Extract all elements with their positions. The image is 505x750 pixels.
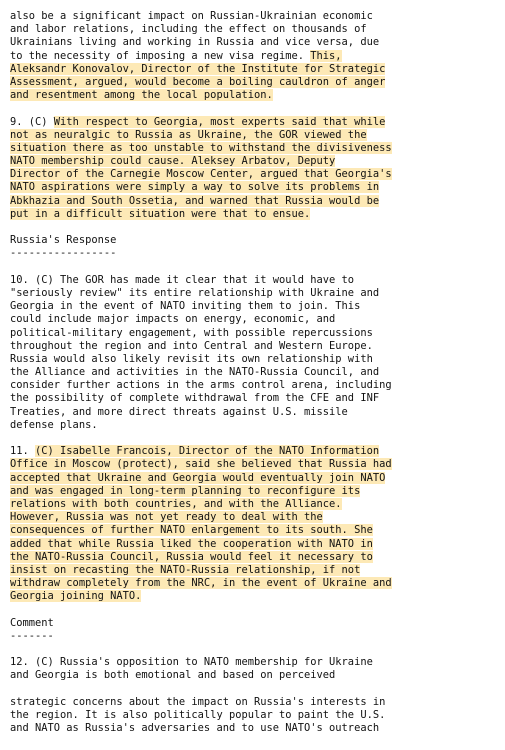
plain-text: consider further actions in the arms control arena, including [10,379,392,392]
highlighted-text: (C) Isabelle Francois, Director of the NATO Information [35,445,380,458]
highlighted-text: withdraw completely from the NRC, in the event of Ukraine and [10,577,392,590]
highlighted-text: NATO membership could cause. Aleksey Arbatov, Deputy [10,155,336,168]
highlighted-text: put in a difficult situation were that to ensue. [10,207,311,220]
plain-text: 11. [10,445,36,458]
text-line [10,709,505,722]
text-line [10,300,505,313]
text-line [10,538,505,551]
text-line [10,485,505,498]
plain-text: throughout the region and into Central and Western Europe. [10,339,373,352]
text-line [10,10,505,23]
highlighted-text: However, Russia was not yet ready to deal with the [10,511,323,524]
highlighted-text: insist on recasting the NATO-Russia relationship, if not [10,563,361,576]
highlighted-text: consequences of further NATO enlargement to its south. She [10,524,373,537]
highlighted-text: Assessment, argued, would become a boiling cauldron of anger [10,75,386,88]
plain-text: Treaties, and more direct threats against U.S. missile [10,405,348,418]
paragraph-12-page-continuation [10,696,505,736]
plain-text: Ukrainians living and working in Russia and vice versa, due [10,36,380,49]
text-line [10,498,505,511]
paragraph-8-continued [10,10,505,102]
paragraph-9 [10,116,505,222]
section-heading-underline: ------- [10,629,54,642]
text-line [10,116,505,129]
plain-text: defense plans. [10,418,98,431]
text-line [10,274,505,287]
text-line [10,696,505,709]
text-line [10,76,505,89]
plain-text: strategic concerns about the impact on Russia's interests in [10,695,386,708]
highlighted-text: and was engaged in long-term planning to reconfigure its [10,484,361,497]
text-line [10,379,505,392]
highlighted-text: and resentment among the local population. [10,89,273,102]
highlighted-text: Aleksandr Konovalov, Director of the Institute for Strategic [10,62,386,75]
highlighted-text: situation there as too unstable to withstand the divisiveness [10,141,392,154]
text-line [10,472,505,485]
plain-text: the possibility of complete withdrawal from the CFE and INF [10,392,380,405]
paragraph-12 [10,656,505,682]
highlighted-text: Georgia joining NATO. [10,590,142,603]
plain-text: "seriously review" its entire relationship with Ukraine and [10,286,380,299]
text-line [10,155,505,168]
highlighted-text: Director of the Carnegie Moscow Center, argued that Georgia's [10,168,392,181]
highlighted-text: relations with both countries, and with the Alliance. [10,497,342,510]
text-line [10,36,505,49]
text-line [10,551,505,564]
plain-text: 10. (C) The GOR has made it clear that it would have to [10,273,355,286]
text-line [10,656,505,669]
text-line [10,419,505,432]
paragraph-11 [10,445,505,603]
section-heading-underline: ----------------- [10,247,117,260]
plain-text: the region. It is also politically popular to paint the U.S. [10,708,386,721]
highlighted-text: With respect to Georgia, most experts said that while [53,115,386,128]
text-line [10,669,505,682]
text-line [10,392,505,405]
text-line [10,287,505,300]
text-line [10,129,505,142]
highlighted-text: NATO aspirations were simply a way to solve its problems in [10,181,380,194]
section-heading-russias-response: Russia's Response [10,234,117,247]
text-line [10,524,505,537]
text-line [10,23,505,36]
plain-text: could include major impacts on energy, economic, and [10,313,336,326]
text-line [10,458,505,471]
text-line [10,63,505,76]
text-line [10,340,505,353]
highlighted-text: Office in Moscow (protect), said she believed that Russia had [10,458,392,471]
text-line [10,366,505,379]
highlighted-text: the NATO-Russia Council, Russia would feel it necessary to [10,550,373,563]
text-line [10,313,505,326]
plain-text: 9. (C) [10,115,54,128]
highlighted-text: Abkhazia and South Ossetia, and warned that Russia would be [10,194,380,207]
text-line [10,590,505,603]
plain-text: Russia would also likely revisit its own relationship with [10,352,373,365]
text-line [10,142,505,155]
highlighted-text: added that while Russia liked the cooperation with NATO in [10,537,373,550]
text-line [10,181,505,194]
highlighted-text: This, [310,49,342,62]
text-line [10,50,505,63]
text-line [10,406,505,419]
text-line [10,564,505,577]
plain-text: and labor relations, including the effect on thousands of [10,23,367,36]
highlighted-text: accepted that Ukraine and Georgia would eventually join NATO [10,471,386,484]
text-line [10,353,505,366]
text-line [10,168,505,181]
text-line [10,722,505,735]
text-line [10,445,505,458]
plain-text: and NATO as Russia's adversaries and to use NATO's outreach [10,722,380,735]
text-line [10,327,505,340]
plain-text: Georgia in the event of NATO inviting them to join. This [10,300,361,313]
plain-text: also be a significant impact on Russian-Ukrainian economic [10,10,373,22]
section-heading-comment: Comment [10,616,54,629]
plain-text: the Alliance and activities in the NATO-Russia Council, and [10,366,380,379]
text-line [10,195,505,208]
plain-text: 12. (C) Russia's opposition to NATO membership for Ukraine [10,656,373,669]
text-line [10,89,505,102]
plain-text: to the necessity of imposing a new visa regime. [10,49,311,62]
plain-text: and Georgia is both emotional and based on perceived [10,669,336,682]
plain-text: political-military engagement, with possible repercussions [10,326,373,339]
highlighted-text: not as neuralgic to Russia as Ukraine, the GOR viewed the [10,128,367,141]
text-line [10,511,505,524]
paragraph-10 [10,274,505,432]
text-line [10,208,505,221]
text-line [10,577,505,590]
